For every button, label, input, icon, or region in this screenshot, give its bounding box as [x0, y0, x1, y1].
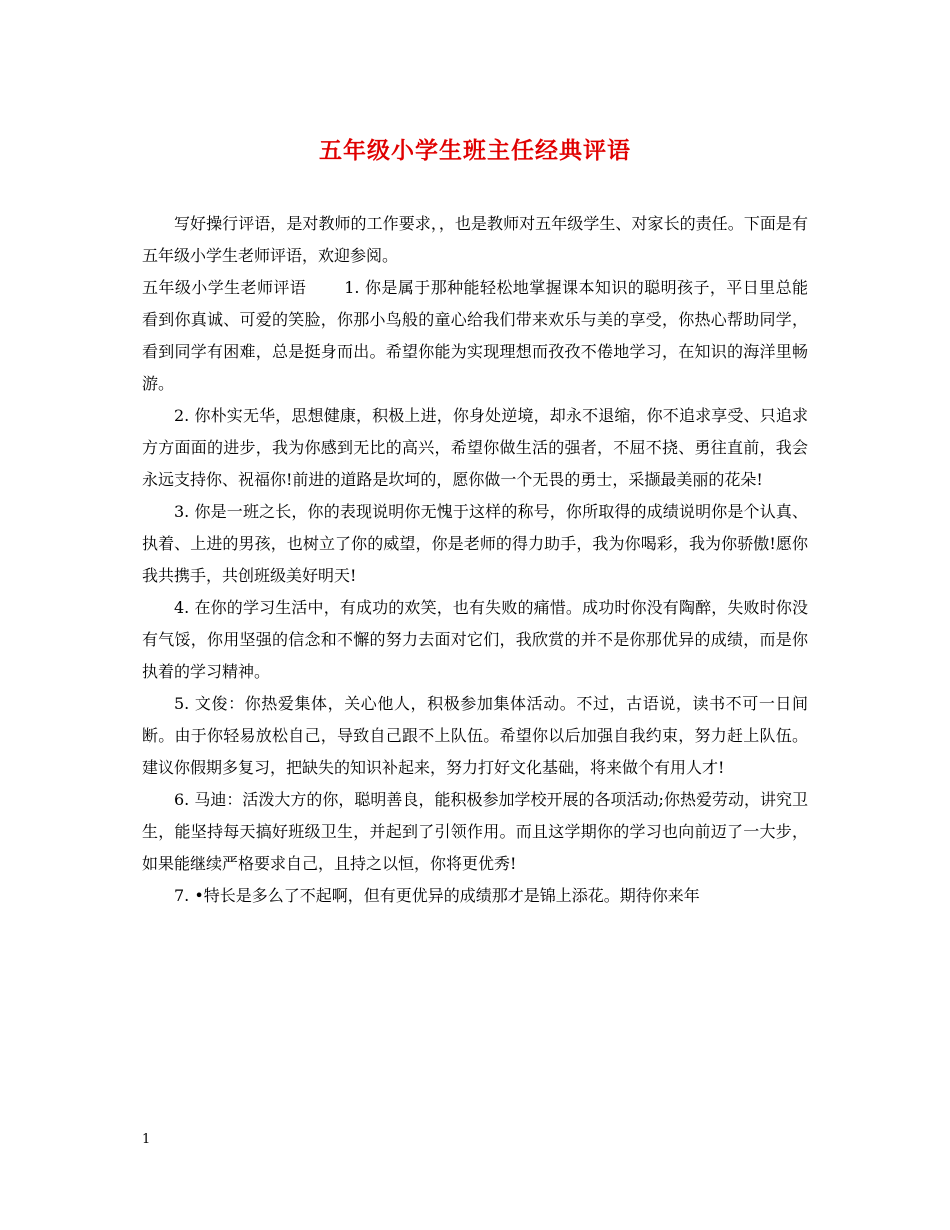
- document-body: [142, 208, 808, 912]
- section-heading: 五年级小学生老师评语: [142, 278, 307, 297]
- section-first-paragraph: [142, 272, 808, 400]
- comment-item-2: 2. 你朴实无华，思想健康，积极上进，你身处逆境，却永不退缩，你不追求享受、只追求方方面面的进步，我为你感到无比的高兴，希望你做生活的强者，不屈不挠、勇往直前，我会永远支持你、祝福你!前进的道路是坎坷的，愿你做一个无畏的勇士，采撷最美丽的花朵!: [142, 406, 808, 489]
- comment-item-3: 3. 你是一班之长，你的表现说明你无愧于这样的称号，你所取得的成绩说明你是个认真、执着、上进的男孩，也树立了你的威望，你是老师的得力助手，我为你喝彩，我为你骄傲!愿你我共携手，共创班级美好明天!: [142, 502, 808, 585]
- page-number: 1: [142, 1132, 151, 1147]
- comment-item-6: 6. 马迪：活泼大方的你，聪明善良，能积极参加学校开展的各项活动;你热爱劳动，讲究卫生，能坚持每天搞好班级卫生，并起到了引领作用。而且这学期你的学习也向前迈了一大步，如果能继续严格要求自己，且持之以恒，你将更优秀!: [142, 790, 808, 873]
- comment-item-4: 4. 在你的学习生活中，有成功的欢笑，也有失败的痛惜。成功时你没有陶醉，失败时你没有气馁，你用坚强的信念和不懈的努力去面对它们，我欣赏的并不是你那优异的成绩，而是你执着的学习精神。: [142, 598, 808, 681]
- comment-item-7: 7. •特长是多么了不起啊，但有更优异的成绩那才是锦上添花。期待你来年: [174, 886, 700, 905]
- intro-paragraph: 写好操行评语，是对教师的工作要求，，也是教师对五年级学生、对家长的责任。下面是有五年级小学生老师评语，欢迎参阅。: [142, 214, 808, 265]
- comment-item-5: 5. 文俊：你热爱集体，关心他人，积极参加集体活动。不过，古语说，读书不可一日间断。由于你轻易放松自己，导致自己跟不上队伍。希望你以后加强自我约束，努力赶上队伍。建议你假期多复习，把缺失的知识补起来，努力打好文化基础，将来做个有用人才!: [142, 694, 808, 777]
- comment-item-1: 1. 你是属于那种能轻松地掌握课本知识的聪明孩子，平日里总能看到你真诚、可爱的笑脸，你那小鸟般的童心给我们带来欢乐与美的享受，你热心帮助同学，看到同学有困难，总是挺身而出。希望你能为实现理想而孜孜不倦地学习，在知识的海洋里畅游。: [142, 278, 808, 393]
- document-title: 五年级小学生班主任经典评语: [319, 137, 631, 164]
